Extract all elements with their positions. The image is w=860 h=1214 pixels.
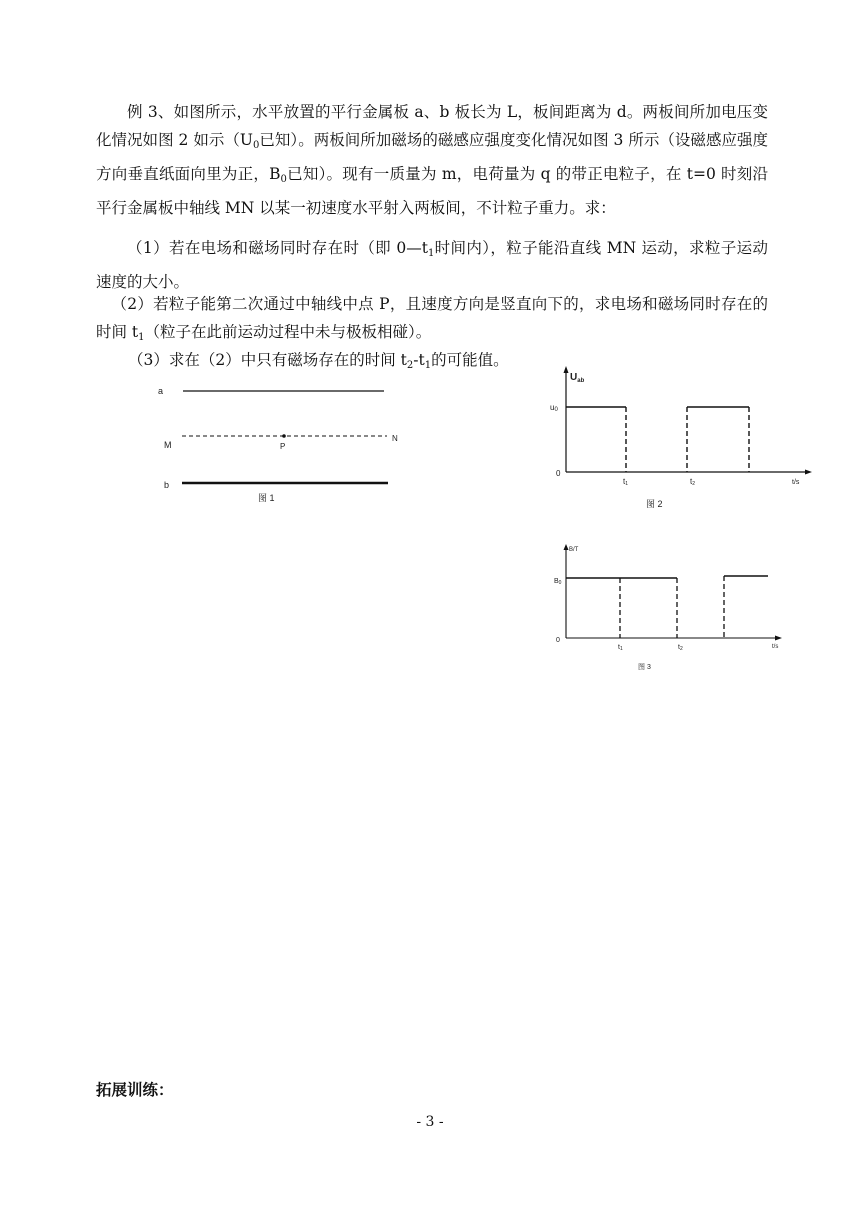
point-p-dot: [282, 434, 286, 438]
point-m-label: M: [164, 440, 172, 450]
q3-text-2: -t: [413, 351, 425, 369]
question-intro: [96, 98, 768, 222]
fig3-origin: 0: [556, 637, 560, 644]
plate-a-label: a: [158, 386, 164, 396]
figure-1-caption: 图 1: [258, 493, 275, 503]
fig2-tick-t1: t1: [623, 477, 629, 487]
fig2-y-axis-label: $U_{ab}$: [570, 372, 585, 384]
intro-sub-1: 0: [252, 140, 260, 151]
q3-text-3: 的可能值。: [431, 351, 509, 369]
fig3-y-axis-label: B/T: [569, 547, 579, 553]
figure-1-plates: [150, 378, 410, 510]
figure-3-caption: 图 3: [638, 664, 651, 671]
q1-text-1: （1）若在电场和磁场同时存在时（即 0—t: [127, 239, 428, 257]
figure-3-field-graph: [548, 542, 788, 678]
fig3-tick-t2: t2: [678, 644, 683, 652]
intro-text-2: 已知）。两板间所加磁场的磁感应强度变化情况如图 3 所示（设磁感应强度方向垂直纸面向里为正，B: [96, 131, 769, 183]
figure-2-caption: 图 2: [646, 499, 663, 509]
plate-b-label: b: [164, 480, 170, 490]
fig2-origin: 0: [556, 469, 561, 478]
q3-text-1: （3）求在（2）中只有磁场存在的时间 t: [128, 351, 407, 369]
point-p-label: P: [280, 442, 286, 451]
intro-text-1: 例 3、如图所示，水平放置的平行金属板 a、b 板长为 L，板间距离为 d。两板间所加电压变化情况如图 2 如示（U: [96, 103, 768, 149]
question-part-2: [96, 290, 768, 352]
page-number: - 3 -: [416, 1114, 444, 1130]
q2-text-2: （粒子在此前运动过程中未与极板相碰）。: [144, 323, 432, 341]
fig3-tick-t1: t1: [618, 644, 623, 652]
fig2-level-label: u0: [550, 403, 558, 413]
q2-sub-1: 1: [138, 332, 145, 343]
q2-text-1: （2）若粒子能第二次通过中轴线中点 P，且速度方向是竖直向下的，求电场和磁场同时存在的时间 t: [96, 295, 768, 341]
fig2-y-arrow-icon: [564, 366, 569, 373]
q1-text-2: 时间内），粒子能沿直线 MN 运动，求粒子运动速度的大小。: [96, 239, 768, 291]
question-part-1: [96, 234, 768, 296]
q3-sub-1: 2: [406, 360, 414, 371]
fig3-x-arrow-icon: [775, 636, 782, 641]
fig3-x-axis-label: t/s: [772, 644, 779, 650]
fig2-x-axis-label: t/s: [792, 479, 800, 486]
section-heading-extension-practice: 拓展训练：: [96, 1081, 174, 1099]
fig2-x-arrow-icon: [805, 470, 812, 475]
intro-sub-2: 0: [280, 174, 287, 185]
q1-sub-1: 1: [427, 248, 435, 259]
q3-sub-2: 1: [424, 360, 432, 371]
fig3-y-arrow-icon: [564, 544, 569, 550]
intro-text-3: 已知）。现有一质量为 m，电荷量为 q 的带正电粒子，在 t=0 时刻沿平行金属板中轴线 MN 以某一初速度水平射入两板间，不计粒子重力。求：: [96, 165, 768, 217]
fig2-tick-t2: t2: [690, 477, 696, 487]
point-n-label: N: [392, 434, 398, 443]
figure-2-voltage-graph: [548, 366, 818, 518]
fig3-level-label: B0: [554, 578, 562, 586]
